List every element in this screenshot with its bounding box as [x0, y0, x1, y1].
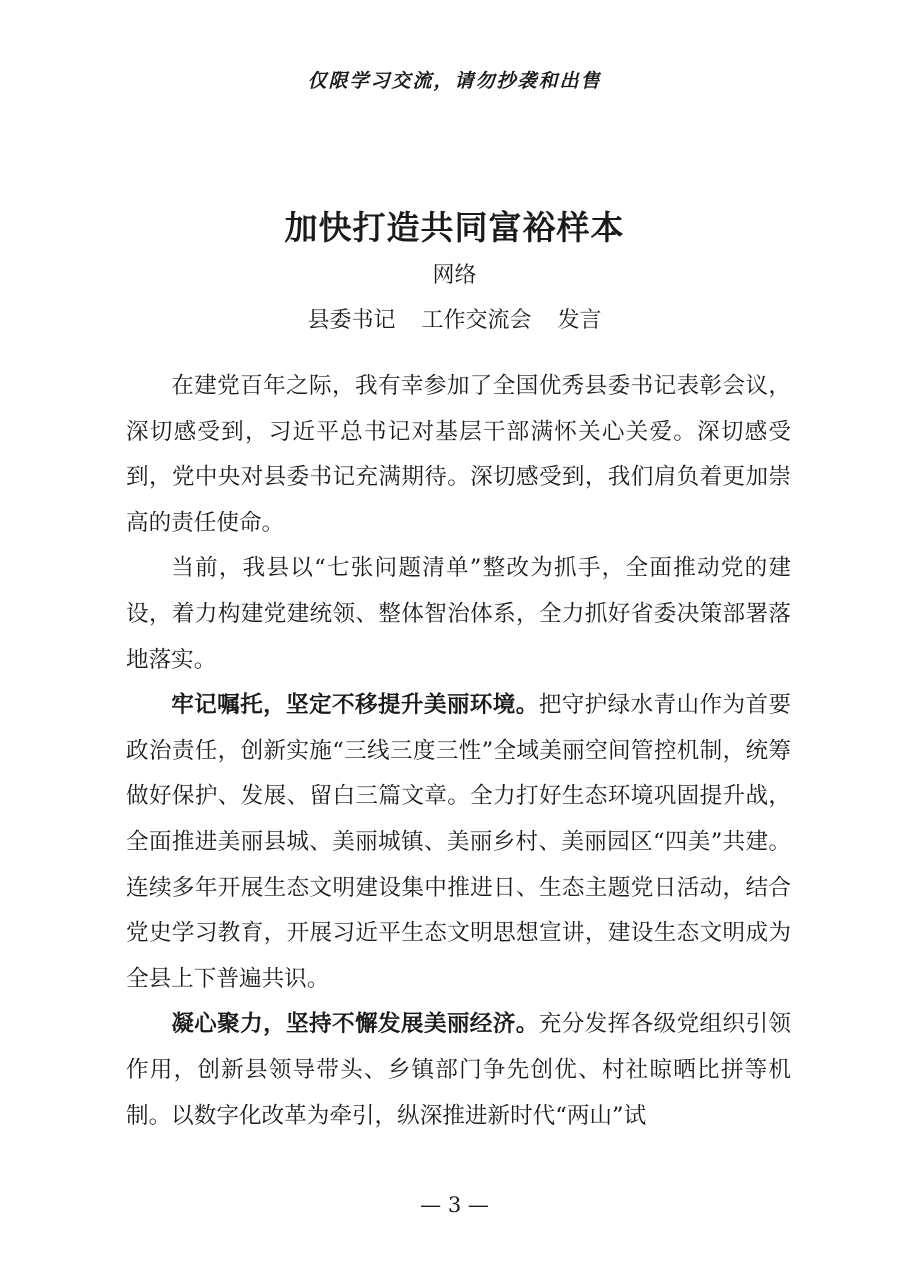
author: 网络 — [432, 263, 477, 288]
paragraph-4 — [126, 1002, 791, 1139]
paragraph-lead: 牢记嘱托，坚定不移提升美丽环境。 — [171, 692, 539, 719]
paragraph-text: 把守护绿水青山作为首要政治责任，创新实施“三线三度三性”全域美丽空间管控机制，统筹做好保护、发展、留白三篇文章。全力打好生态环境巩固提升战，全面推进美丽县城、美丽城镇、美丽乡村、美丽园区“四美”共建。连续多年开展生态文明建设集中推进日、生态主题党日活动，结合党史学习教育，开展习近平生态文明思想宣讲，建设生态文明成为全县上下普遍共识。 — [126, 692, 792, 992]
meta-event: 工作交流会 — [421, 308, 532, 333]
paragraph-text: 在建党百年之际，我有幸参加了全国优秀县委书记表彰会议，深切感受到，习近平总书记对基层干部满怀关心关爱。深切感受到，党中央对县委书记充满期待。深切感受到，我们肩负着更加崇高的责任使命。 — [126, 373, 791, 536]
page-number: — 3 — — [420, 1193, 489, 1217]
meta-role: 县委书记 — [307, 308, 396, 333]
header-note: 仅限学习交流，请勿抄袭和出售 — [307, 70, 602, 92]
paragraph-1 — [126, 364, 791, 546]
paragraph-lead: 凝心聚力，坚持不懈发展美丽经济。 — [171, 1011, 539, 1038]
paragraph-2 — [126, 546, 791, 683]
paragraph-3 — [126, 683, 791, 1002]
meta-type: 发言 — [557, 308, 602, 333]
meta-line — [0, 303, 909, 334]
paragraph-text: 充分发挥各级党组织引领作用，创新县领导带头、乡镇部门争先创优、村社晾晒比拼等机制。以数字化改革为牵引，纵深推进新时代“两山”试 — [126, 1011, 792, 1129]
paragraph-text: 当前，我县以“七张问题清单”整改为抓手，全面推动党的建设，着力构建党建统领、整体智治体系，全力抓好省委决策部署落地落实。 — [126, 555, 791, 673]
document-title: 加快打造共同富裕样本 — [284, 208, 625, 247]
document-body — [126, 364, 791, 1139]
